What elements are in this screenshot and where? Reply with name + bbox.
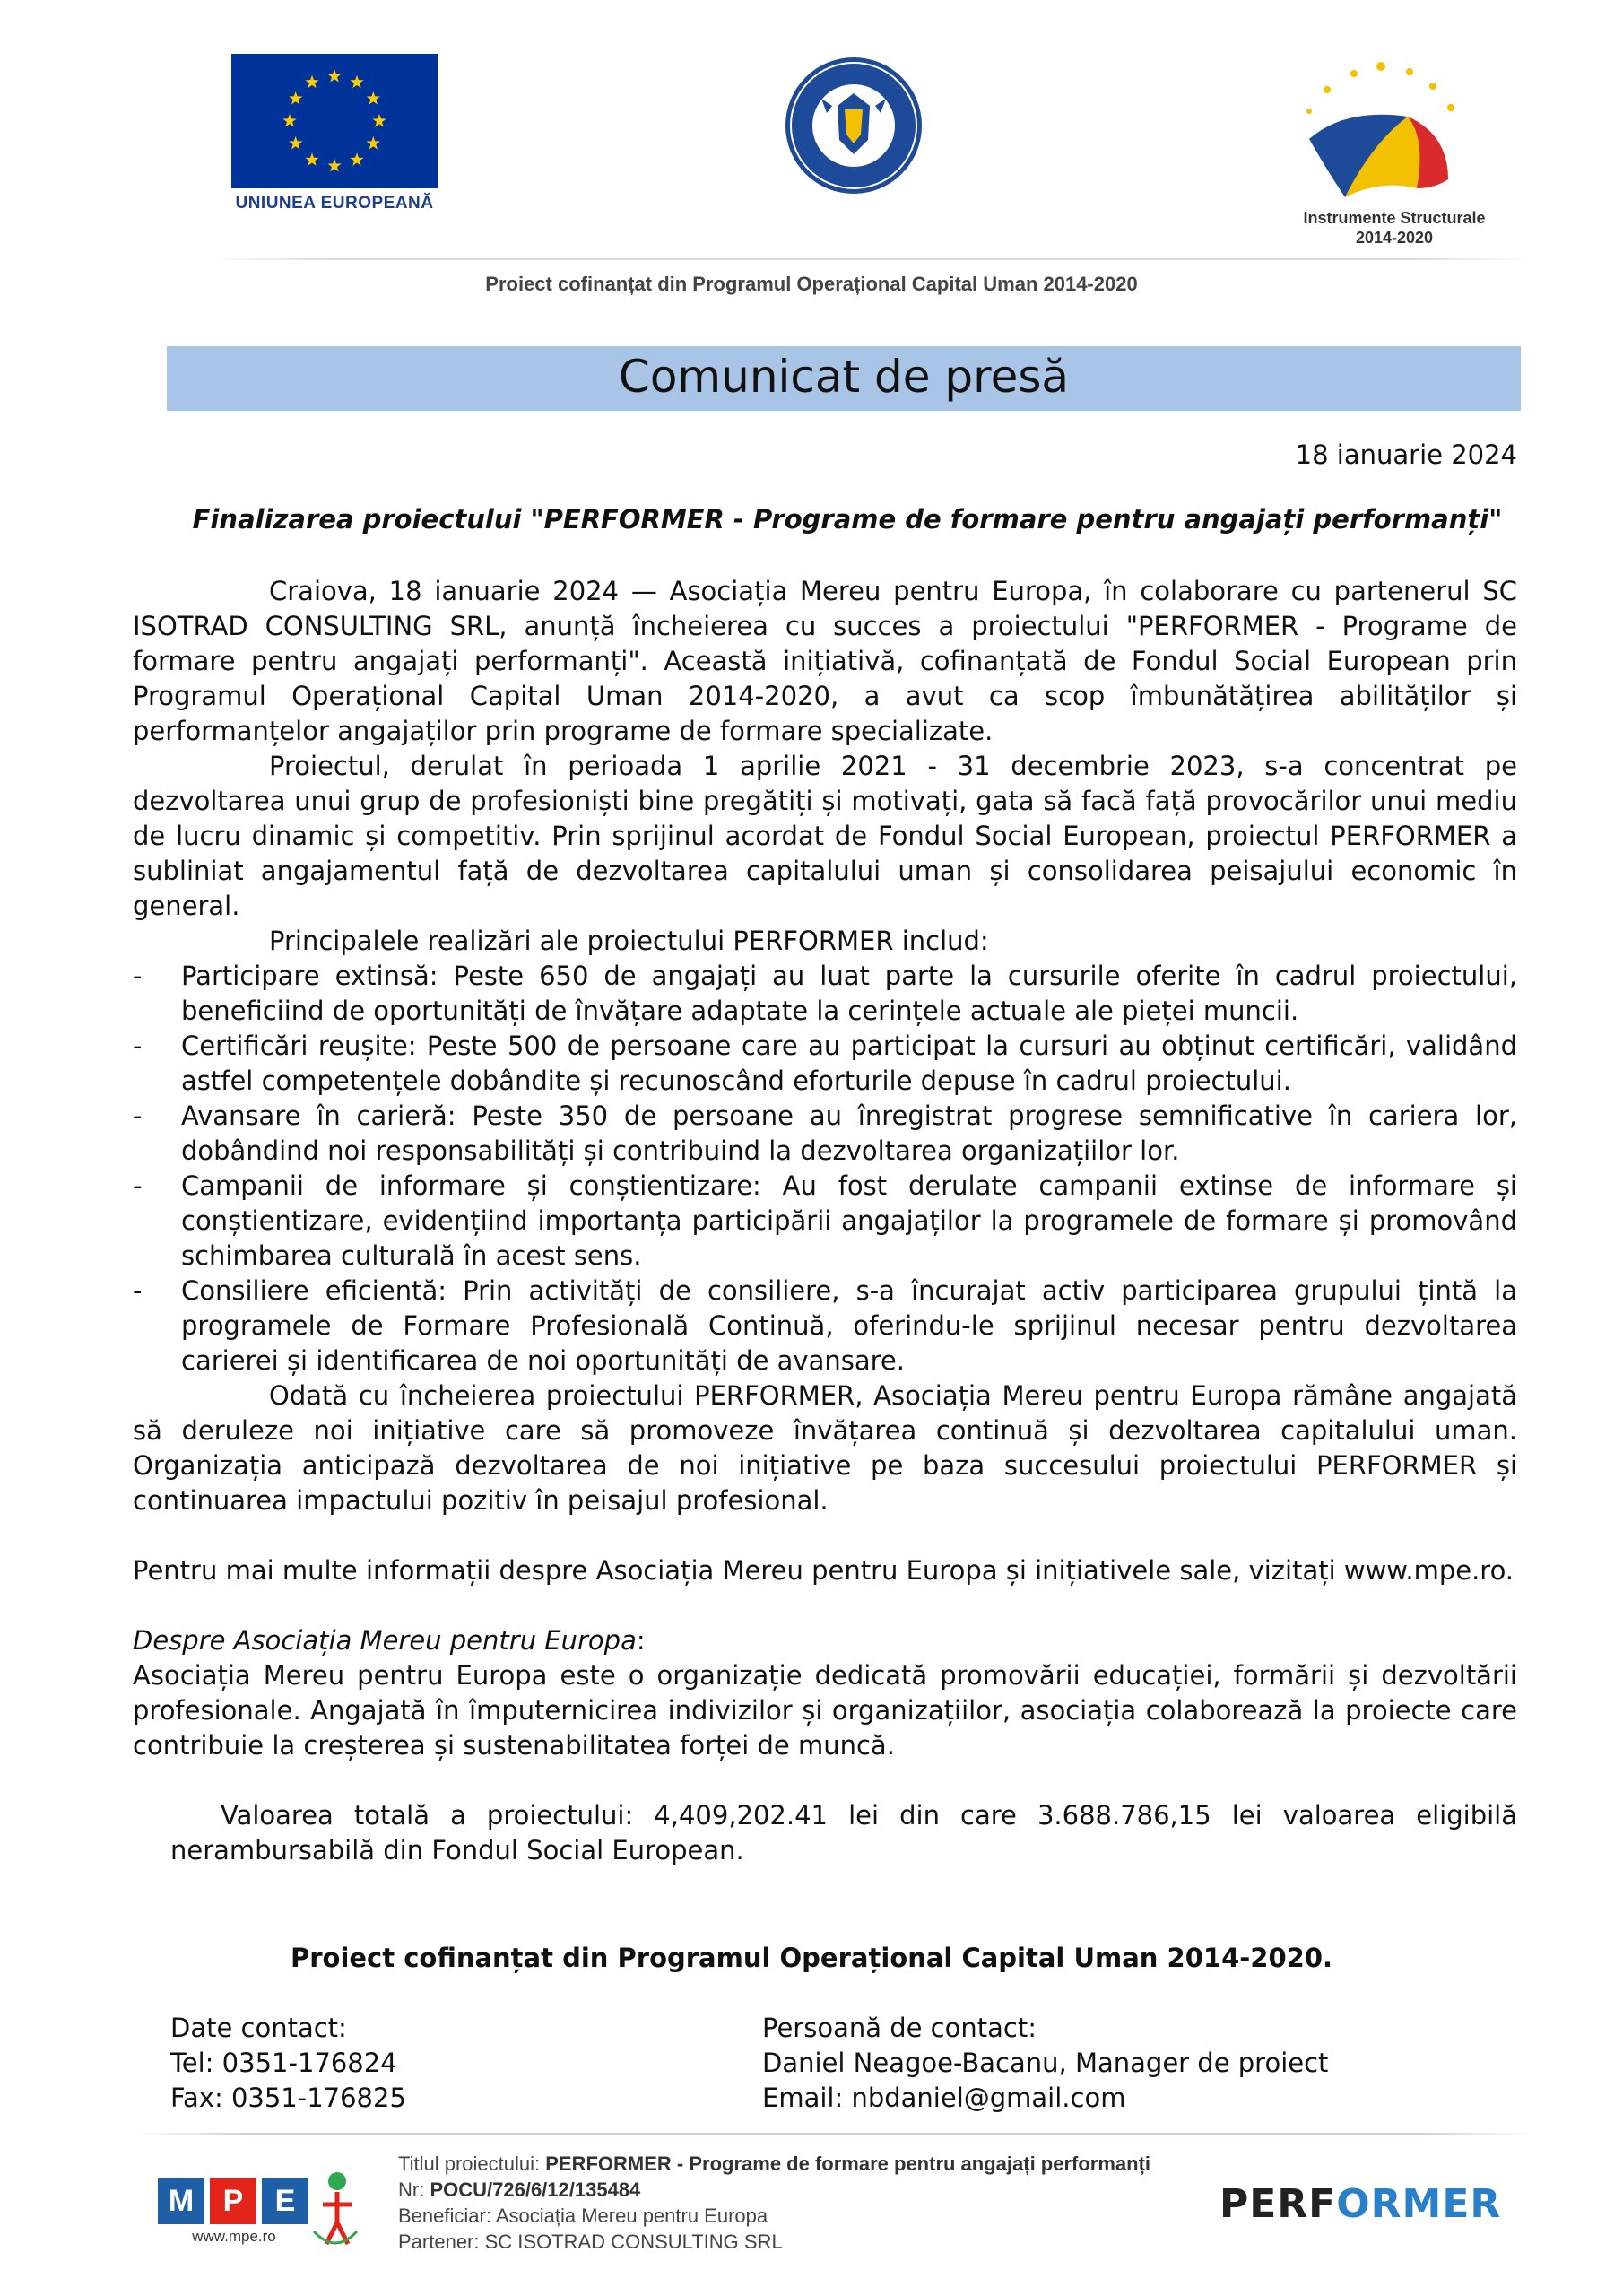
eu-flag-logo <box>231 54 438 188</box>
eu-star-icon <box>372 114 386 126</box>
about-title: Despre Asociația Mereu pentru Europa <box>133 1625 637 1656</box>
contact-left-title: Date contact: <box>170 2013 347 2043</box>
bullet-dash: - <box>133 1275 143 1306</box>
bullet-dash: - <box>133 1100 143 1131</box>
eu-star-icon <box>327 159 341 171</box>
paragraph-more-info: Pentru mai multe informații despre Asociația Mereu pentru Europa și inițiativele sale, vizitați www.mpe.ro. <box>133 1555 1515 1586</box>
footer-project-title <box>398 2151 1150 2177</box>
bullet-dash: - <box>133 1031 143 1061</box>
footer-title-value: PERFORMER - Programe de formare pentru angajați performanți <box>545 2152 1151 2175</box>
mpe-logo <box>158 2178 308 2224</box>
contact-right-title: Persoană de contact: <box>762 2013 1037 2043</box>
release-date: 18 ianuarie 2024 <box>1295 439 1517 470</box>
list-item-text: Participare extinsă: Peste 650 de angajați au luat parte la cursurile oferite în cadrul proiectului, beneficiind de oportunități de învățare adaptate la cerințele actuale ale pieței muncii. <box>181 961 1517 1026</box>
list-item-text: Campanii de informare și conștientizare: Au fost derulate campanii extinse de informare și conștientizare, evidențiind importanța participării angajaților la programele de formare și promovând schimbarea culturală în acest sens. <box>181 1170 1517 1271</box>
is-label-line1: Instrumente Structurale <box>1303 209 1486 227</box>
eu-star-icon <box>350 152 363 165</box>
isotrad-logo <box>310 2169 360 2258</box>
eu-star-icon <box>350 75 363 88</box>
cofinantare-footer-text: Proiect cofinanțat din Programul Operațional Capital Uman 2014-2020. <box>290 1943 1333 1973</box>
headline: Finalizarea proiectului "PERFORMER - Programe de formare pentru angajați performanți" <box>192 504 1503 535</box>
mpe-letter: P <box>210 2178 256 2224</box>
contact-person <box>762 2011 1328 2116</box>
eu-stars-icon <box>231 54 438 188</box>
mpe-letter: M <box>158 2178 204 2224</box>
footer-nr-label: Nr: <box>398 2179 430 2201</box>
project-value: Valoarea totală a proiectului: 4,409,202.41 lei din care 3.688.786,15 lei valoarea eligibilă nerambursabilă din Fondul Social European. <box>170 1800 1517 1866</box>
cofinantare-header-text: Proiect cofinanțat din Programul Operațional Capital Uman 2014-2020 <box>485 273 1138 295</box>
bullet-dash: - <box>133 1170 143 1201</box>
about-text: Asociația Mereu pentru Europa este o organizație dedicată promovării educației, formării și dezvoltării profesionale. Angajată în împuternicirea indivizilor și organizațiilor, asociația colaborează la proiecte care contribuie la creșterea și sustenabilitatea forței de muncă. <box>133 1660 1517 1761</box>
page-title: Comunicat de presă <box>618 351 1070 403</box>
header-divider <box>206 258 1533 260</box>
list-item <box>133 1029 1517 1099</box>
contact-details <box>170 2011 406 2116</box>
instrumente-structurale-logo <box>1291 54 1471 206</box>
footer-title-label: Titlul proiectului: <box>398 2152 546 2175</box>
list-item <box>133 1099 1517 1169</box>
mpe-letter: E <box>262 2178 308 2224</box>
bullet-dash: - <box>133 961 143 991</box>
performer-logo-a: PERF <box>1219 2181 1337 2227</box>
footer-partener: Partener: SC ISOTRAD CONSULTING SRL <box>398 2231 783 2253</box>
eu-star-icon <box>367 136 380 149</box>
eu-star-icon <box>327 69 341 82</box>
contact-email: Email: nbdaniel@gmail.com <box>762 2083 1126 2113</box>
list-item-text: Consiliere eficientă: Prin activități de consiliere, s-a încurajat activ participarea grupului țintă la programele de Formare Profesională Continuă, oferindu-le sprijinul necesar pentru dezvoltarea carierei și identificarea de noi oportunități de avansare. <box>181 1275 1517 1376</box>
project-footer-info <box>398 2151 1150 2255</box>
eu-star-icon <box>367 91 380 104</box>
achievements-list <box>133 959 1517 1378</box>
mpe-url: www.mpe.ro <box>192 2228 276 2245</box>
list-item-text: Avansare în carieră: Peste 350 de persoane au înregistrat progrese semnificative în cariera lor, dobândind noi responsabilități și contribuind la dezvoltarea organizațiilor lor. <box>181 1100 1517 1166</box>
romanian-government-seal-logo <box>782 54 925 197</box>
about-colon: : <box>636 1625 646 1656</box>
eu-star-icon <box>289 136 302 149</box>
list-item <box>133 1169 1517 1274</box>
press-release-body <box>133 574 1517 1868</box>
list-item-text: Certificări reușite: Peste 500 de persoane care au participat la cursuri au obținut certificări, validând astfel competențele dobândite și recunoscând eforturile depuse în cadrul proiectului. <box>181 1031 1517 1096</box>
paragraph-conclusion: Odată cu încheierea proiectului PERFORMER, Asociația Mereu pentru Europa rămâne angajată să deruleze noi inițiative care să promoveze învățarea continuă și dezvoltarea capitalului uman. Organizația anticipază dezvoltarea de noi inițiative pe baza succesului proiectului PERFORMER și continuarea impactului pozitiv în peisajul profesional. <box>133 1380 1517 1516</box>
paragraph-project: Proiectul, derulat în perioada 1 aprilie 2021 - 31 decembrie 2023, s-a concentrat pe dezvoltarea unui grup de profesioniști bine pregătiți și motivați, gata să facă față provocărilor unui mediu de lucru dinamic și competitiv. Prin sprijinul acordat de Fondul Social European, proiectul PERFORMER a subliniat angajamentul față de dezvoltarea capitalului uman și consolidarea peisajului economic în general. <box>133 751 1517 921</box>
list-item <box>133 1274 1517 1378</box>
paragraph-achievements-intro: Principalele realizări ale proiectului PERFORMER includ: <box>269 926 989 956</box>
paragraph-intro: Craiova, 18 ianuarie 2024 — Asociația Mereu pentru Europa, în colaborare cu partenerul SC ISOTRAD CONSULTING SRL, anunță încheierea cu succes a proiectului "PERFORMER - Programe de formare pentru angajați performanți". Această inițiativă, cofinanțată de Fondul Social European prin Programul Operațional Capital Uman 2014-2020, a avut ca scop îmbunătățirea abilităților și performanțelor angajaților prin programe de formare specializate. <box>133 576 1517 746</box>
eu-star-icon <box>282 114 296 126</box>
about-heading <box>133 1623 1517 1658</box>
performer-logo-b: RMER <box>1370 2181 1502 2227</box>
contact-tel: Tel: 0351-176824 <box>170 2048 397 2078</box>
footer-divider <box>135 2133 1533 2135</box>
contact-person-name: Daniel Neagoe-Bacanu, Manager de proiect <box>762 2048 1329 2078</box>
eu-star-icon <box>305 152 318 165</box>
eu-star-icon <box>305 75 318 88</box>
is-label-line2: 2014-2020 <box>1355 229 1434 247</box>
footer-nr-value: POCU/726/6/12/135484 <box>430 2179 641 2201</box>
footer-beneficiar: Beneficiar: Asociația Mereu pentru Europa <box>398 2205 768 2227</box>
eu-star-icon <box>289 91 302 104</box>
list-item <box>133 959 1517 1029</box>
footer-project-number <box>398 2177 1150 2203</box>
performer-logo-o: O <box>1336 2181 1371 2227</box>
contact-fax: Fax: 0351-176825 <box>170 2083 406 2113</box>
eu-label: UNIUNEA EUROPEANĂ <box>235 194 434 213</box>
performer-logo <box>1219 2181 1501 2227</box>
instrumente-structurale-label <box>1255 208 1533 248</box>
